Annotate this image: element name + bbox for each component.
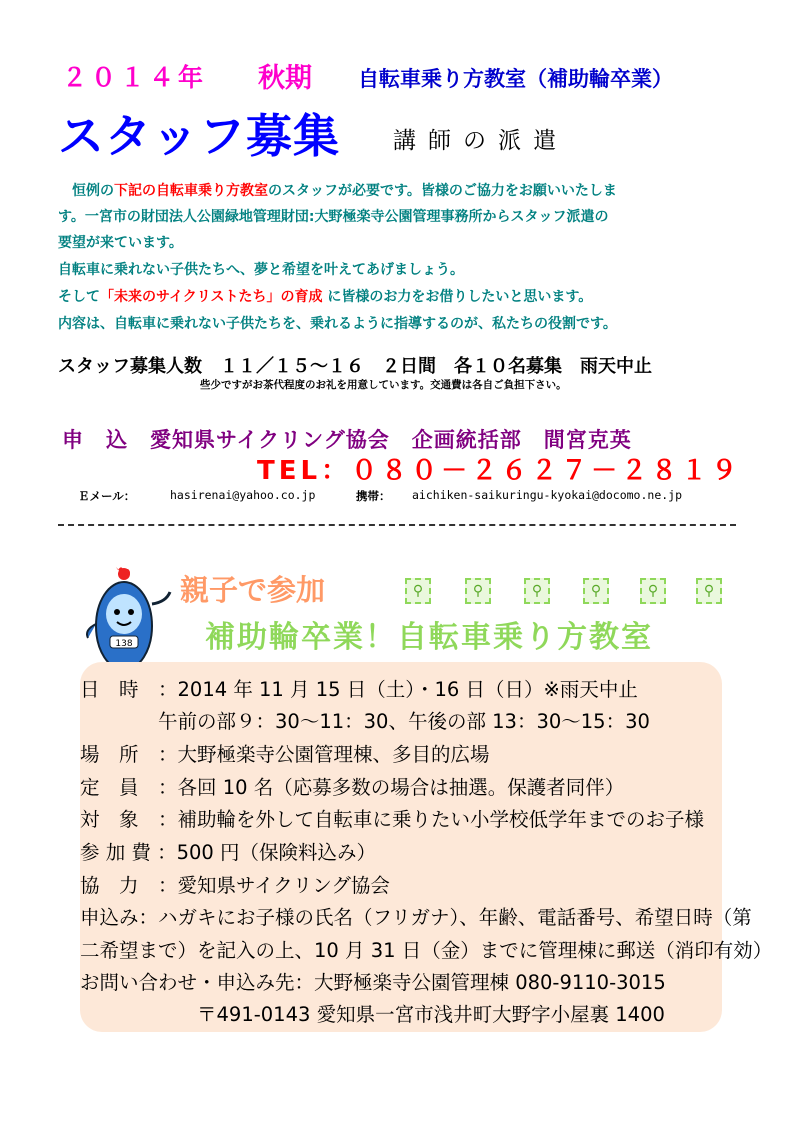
dispatch-subtitle: 講師の派遣 [393, 128, 568, 154]
intro-line-4: 自転車に乗れない子供たちへ、夢と希望を叶えてあげましょう。 [58, 262, 464, 278]
info-line-inquiry: お問い合わせ・申込み先：大野極楽寺公園管理棟 080-9110-3015 [80, 971, 666, 994]
bicycle-icon: ⚲ [524, 578, 550, 604]
mobile-label: 携帯： [356, 489, 391, 503]
application-contact: 申 込 愛知県サイクリング協会 企画統括部 間宮克英 [62, 428, 632, 452]
mascot-number: 138 [115, 639, 133, 649]
info-line-times: 午前の部９：30～11：30、午後の部 13：30～15：30 [80, 710, 650, 733]
recruit-count: スタッフ募集人数 １１／１５～１６ ２日間 各１０名募集 雨天中止 [58, 356, 652, 377]
staff-recruit-title: スタッフ募集 [58, 109, 340, 163]
class-title: 補助輪卒業！自転車乗り方教室 [205, 620, 653, 655]
intro-highlight: 下記の自転車乗り方教室 [114, 183, 268, 199]
cut-line-divider [58, 524, 736, 526]
info-line-target: 対 象 ：補助輪を外して自転車に乗りたい小学校低学年までのお子様 [80, 808, 705, 831]
info-line-application-2: 二希望まで）を記入の上、10 月 31 日（金）までに管理棟に郵送（消印有効） [80, 939, 773, 962]
family-participation-heading: 親子で参加 [180, 573, 326, 607]
bicycle-icon: ⚲ [583, 578, 609, 604]
bicycle-icon: ⚲ [696, 578, 722, 604]
reward-note: 些少ですがお茶代程度のお礼を用意しています。交通費は各自ご負担下さい。 [200, 379, 567, 391]
info-line-capacity: 定 員 ：各回 10 名（応募多数の場合は抽選。保護者同伴） [80, 776, 625, 799]
course-heading: 自転車乗り方教室（補助輪卒業） [358, 67, 673, 91]
mobile-email-address[interactable]: aichiken-saikuringu-kyokai@docomo.ne.jp [412, 488, 683, 502]
intro-line-3: 要望が来ています。 [58, 235, 183, 251]
email-label: Ｅメール： [78, 489, 136, 503]
telephone-number: TEL：０８０－２６２７－２８１９ [257, 456, 742, 486]
info-line-fee: 参 加 費 ：500 円（保険料込み） [80, 841, 377, 864]
intro-line-2: す。一宮市の財団法人公園緑地管理財団:大野極楽寺公園管理事務所からスタッフ派遣の [58, 209, 609, 225]
season-heading: 秋期 [258, 63, 312, 94]
intro-line-6: 内容は、自転車に乗れない子供たちを、乗れるように指導するのが、私たちの役割です。 [58, 316, 617, 332]
bicycle-icon: ⚲ [640, 578, 666, 604]
mascot-illustration [80, 564, 180, 674]
intro-highlight: 「未来のサイクリストたち」の育成 [100, 289, 323, 305]
bicycle-icon: ⚲ [465, 578, 491, 604]
year-heading: ２０１４年 [62, 63, 208, 92]
intro-text: のスタッフが必要です。皆様のご協力をお願いいたしま [268, 183, 617, 199]
info-line-cooperation: 協 力 ：愛知県サイクリング協会 [80, 874, 390, 897]
info-line-place: 場 所 ：大野極楽寺公園管理棟、多目的広場 [80, 743, 490, 766]
intro-text: そして [58, 289, 100, 305]
email-address[interactable]: hasirenai@yahoo.co.jp [170, 488, 316, 502]
intro-line-1 [58, 180, 743, 200]
bicycle-icon: ⚲ [405, 578, 431, 604]
intro-line-5 [58, 286, 743, 306]
info-line-datetime: 日 時 ：2014 年 11 月 15 日（土）・16 日（日）※雨天中止 [80, 678, 638, 701]
intro-text: 恒例の [72, 183, 114, 199]
info-line-address: 〒491-0143 愛知県一宮市浅井町大野字小屋裏 1400 [80, 1003, 665, 1026]
intro-text: に皆様のお力をお借りしたいと思います。 [322, 289, 593, 305]
info-line-application: 申込み：ハガキにお子様の氏名（フリガナ）、年齢、電話番号、希望日時（第 [80, 906, 752, 929]
